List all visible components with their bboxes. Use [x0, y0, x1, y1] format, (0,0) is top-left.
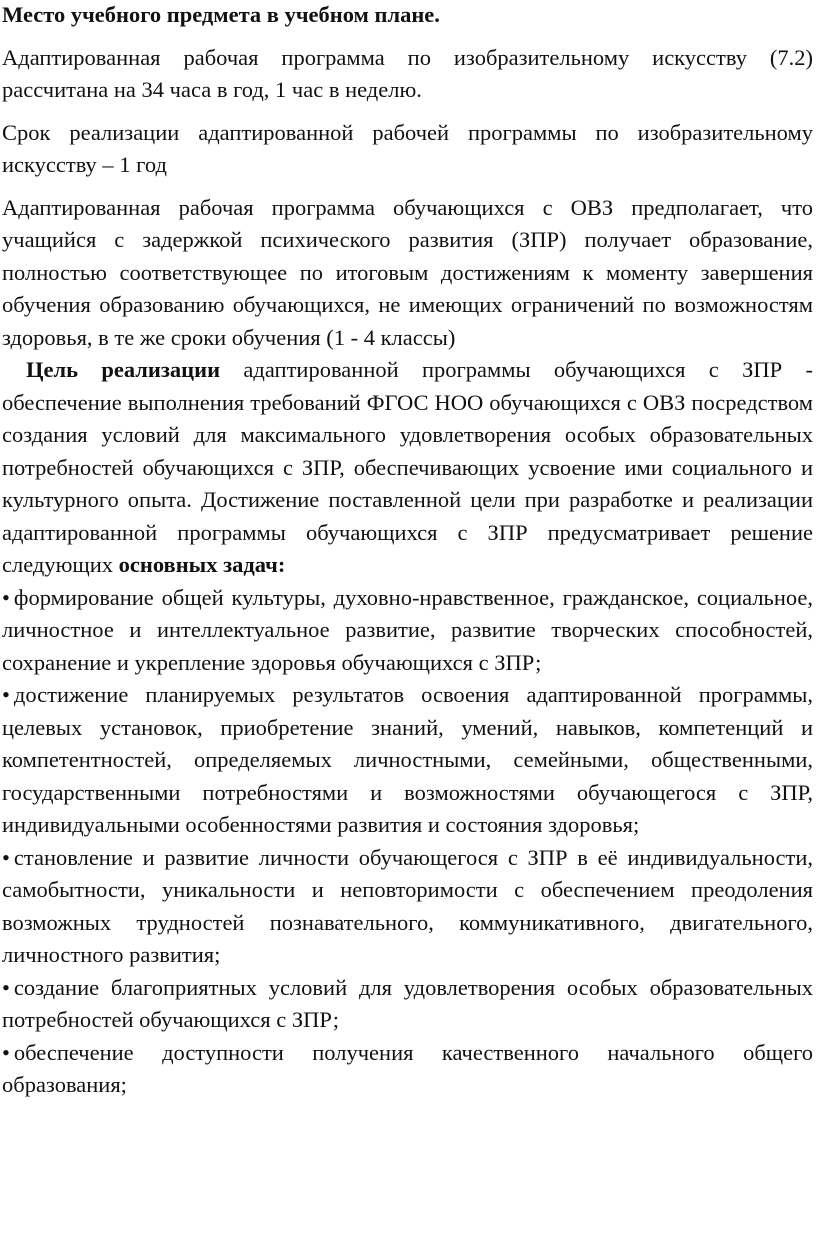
task-item	[2, 972, 813, 1037]
bullet-icon: •	[2, 682, 10, 707]
task-text: становление и развитие личности обучающегося с ЗПР в её индивидуальности, самобытности, уникальности и неповторимости с обеспечением преодоления возможных трудностей познавательного, коммуникативного, двигательного, личностного развития;	[2, 844, 813, 967]
goal-lead: Цель реализации	[26, 357, 221, 382]
bullet-icon: •	[2, 584, 10, 610]
document-body	[2, 0, 813, 1102]
bullet-icon: •	[2, 844, 10, 870]
task-text: создание благоприятных условий для удовлетворения особых образовательных потребностей обучающихся с ЗПР;	[2, 974, 813, 1032]
task-item	[2, 679, 813, 842]
paragraph-ovz: Адаптированная рабочая программа обучающихся с ОВЗ предполагает, что учащийся с задержкой психического развития (ЗПР) получает образование, полностью соответствующее по итоговым достижениям к моменту завершения обучения образованию обучающихся, не имеющих ограничений по возможностям здоровья, в те же сроки обучения (1 - 4 классы)	[2, 194, 813, 350]
task-item	[2, 582, 813, 680]
bullet-icon: •	[2, 974, 10, 1000]
task-item	[2, 842, 813, 972]
goal-tail: основных задач:	[118, 552, 286, 577]
goal-text: адаптированной программы обучающихся с ЗПР - обеспечение выполнения требований ФГОС НОО обучающихся с ОВЗ посредством создания условий для максимального удовлетворения особых образовательных потребностей обучающихся с ЗПР, обеспечивающих усвоение ими социального и культурного опыта. Достижение поставленной цели при разработке и реализации адаптированной программы обучающихся с ЗПР предусматривает решение следующих	[2, 357, 813, 577]
section-heading: Место учебного предмета в учебном плане.	[2, 2, 440, 27]
task-text: формирование общей культуры, духовно-нравственное, гражданское, социальное, личностное и интеллектуальное развитие, развитие творческих способностей, сохранение и укрепление здоровья обучающихся с ЗПР;	[2, 584, 813, 675]
bullet-icon: •	[2, 1039, 10, 1065]
task-item	[2, 1037, 813, 1102]
task-text: достижение планируемых результатов освоения адаптированной программы, целевых установок, приобретение знаний, умений, навыков, компетенций и компетентностей, определяемых личностными, семейными, общественными, государственными потребностями и возможностями обучающегося с ЗПР, индивидуальными особенностями развития и состояния здоровья;	[2, 682, 813, 837]
paragraph-hours: Адаптированная рабочая программа по изобразительному искусству (7.2) рассчитана на 34 часа в год, 1 час в неделю.	[2, 44, 813, 102]
paragraph-goal	[2, 354, 813, 582]
task-text: обеспечение доступности получения качественного начального общего образования;	[2, 1039, 813, 1097]
paragraph-duration: Срок реализации адаптированной рабочей программы по изобразительному искусству – 1 год	[2, 119, 813, 177]
